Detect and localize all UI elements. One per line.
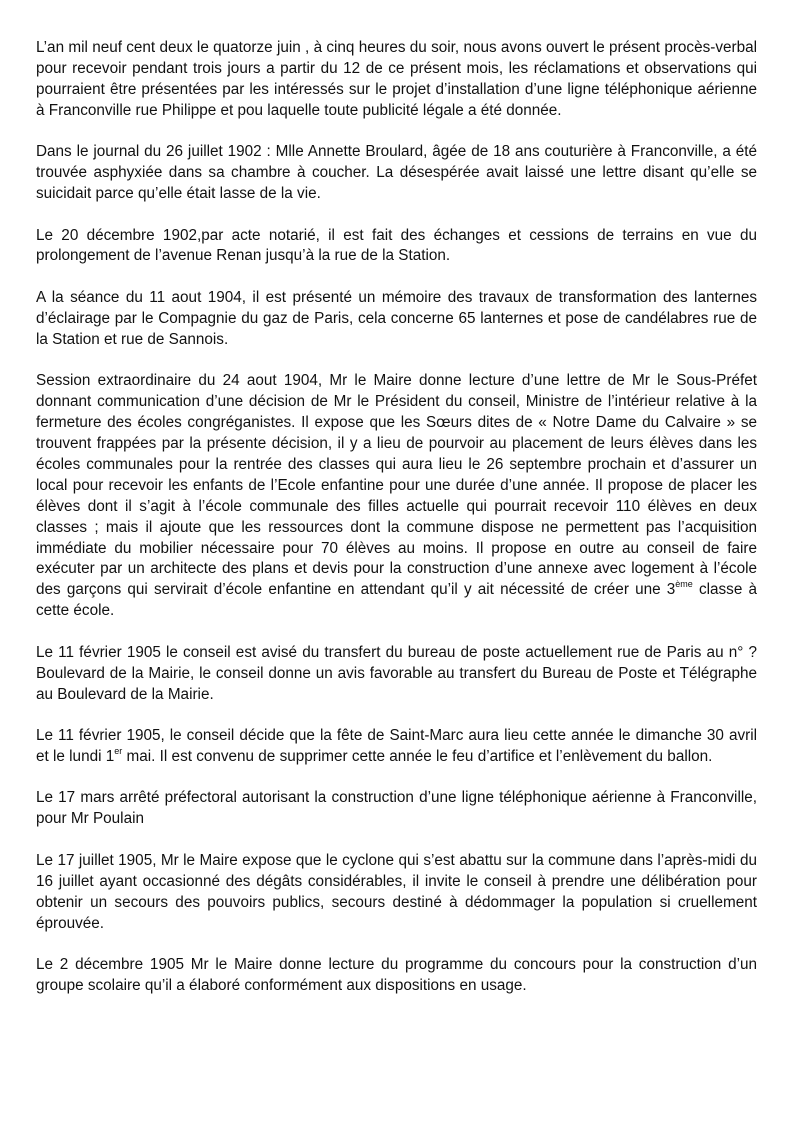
paragraph-2: Dans le journal du 26 juillet 1902 : Mlle Annette Broulard, âgée de 18 ans couturière à Franconville, a été trouvée asphyxiée dans sa chambre à coucher. La désespérée avait laissé une lettre disant qu’elle se suicidait parce qu’elle était lasse de la vie. [36,143,757,203]
paragraph-7-superscript: er [114,745,123,756]
paragraph-3: Le 20 décembre 1902,par acte notarié, il est fait des échanges et cessions de terrains en vue du prolongement de l’avenue Renan jusqu’à la rue de la Station. [36,226,757,265]
paragraph-7 [36,726,757,768]
paragraph-5-text: Session extraordinaire du 24 aout 1904, Mr le Maire donne lecture d’une lettre de Mr le Sous-Préfet donnant communication d’une décision de Mr le Président du conseil, Ministre de l’intérieur relative à la fermeture des écoles congréganistes. Il expose que les Sœurs dites de « Notre Dame du Calvaire » se trouvent frappées par la présente décision, il y a lieu de pourvoir au placement de leurs élèves dans les écoles communales pour la rentrée des classes qui aura lieu le 26 septembre prochain et d’assurer un local pour recevoir les enfants de l’Ecole enfantine pour une durée d’une année. Il propose de placer les élèves dont il s’agit à l’école communale des filles actuelle qui pourrait recevoir 110 élèves en deux classes ; mais il ajoute que les ressources dont la commune dispose ne permettent pas l’acquisition immédiate du mobilier nécessaire pour 70 élèves au moins. Il propose en outre au conseil de faire exécuter par un architecte des plans et devis pour la construction d’une annexe avec logement à l’école des garçons qui servirait d’école enfantine en attendant qu’il y ait nécessité de créer une 3 [36,372,757,599]
paragraph-8: Le 17 mars arrêté préfectoral autorisant la construction d’une ligne téléphonique aérienne à Franconville, pour Mr Poulain [36,789,757,828]
paragraph-9: Le 17 juillet 1905, Mr le Maire expose que le cyclone qui s’est abattu sur la commune dans l’après-midi du 16 juillet ayant occasionné des dégâts considérables, il invite le conseil à prendre une délibération pour obtenir un secours des pouvoirs publics, secours destiné à dédommager la population si cruellement éprouvée. [36,851,757,932]
paragraph-7-text: Le 11 février 1905, le conseil décide que la fête de Saint-Marc aura lieu cette année le dimanche 30 avril et le lundi 1 [36,727,757,765]
paragraph-7-text-end: mai. Il est convenu de supprimer cette année le feu d’artifice et l’enlèvement du ballon. [122,747,713,765]
paragraph-5 [36,371,757,622]
paragraph-6: Le 11 février 1905 le conseil est avisé du transfert du bureau de poste actuellement rue de Paris au n° ? Boulevard de la Mairie, le conseil donne un avis favorable au transfert du Bureau de Poste et Télégraphe au Boulevard de la Mairie. [36,643,757,703]
paragraph-10: Le 2 décembre 1905 Mr le Maire donne lecture du programme du concours pour la construction d’un groupe scolaire qu’il a élaboré conformément aux dispositions en usage. [36,956,757,994]
paragraph-4: A la séance du 11 aout 1904, il est présenté un mémoire des travaux de transformation des lanternes d’éclairage par le Compagnie du gaz de Paris, cela concerne 65 lanternes et pose de candélabres rue de la Station et rue de Sannois. [36,288,757,348]
paragraph-5-text-end: classe à cette école. [36,581,757,620]
paragraph-5-superscript: ème [675,579,693,590]
document-body [36,38,757,1017]
paragraph-1: L’an mil neuf cent deux le quatorze juin , à cinq heures du soir, nous avons ouvert le présent procès-verbal pour recevoir pendant trois jours a partir du 12 de ce présent mois, les réclamations et observations qui pourraient être présentées par les intéressés sur le projet d’installation d’une ligne téléphonique aérienne à Franconville rue Philippe et pou laquelle toute publicité légale a été donnée. [36,39,757,119]
